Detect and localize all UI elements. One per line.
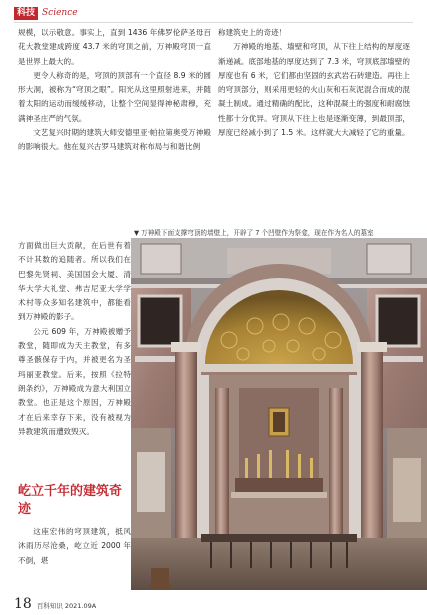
- header-rule: [14, 22, 413, 23]
- paragraph: 更令人称奇的是，穹顶的顶部有一个直径 8.9 米的圆形大洞，被称为“穹顶之眼”。阳光从这里照射进来，并随着太阳的运动而缓缓移动，让整个空间显得神秘肃穆，充满神圣庄严的气氛。: [18, 70, 211, 123]
- article-column-left-top: [18, 26, 211, 155]
- section-label: Science: [42, 8, 78, 18]
- page-footer: [14, 596, 96, 612]
- paragraph: 方面做出巨大贡献，在后世有着不计其数的追随者。所以我们在巴黎先贤祠、美国国会大厦、清华大学大礼堂、弗吉尼亚大学学术村等众多知名建筑中，都能看到万神殿的影子。: [18, 241, 131, 322]
- caption-text: 万神殿下面支撑穹顶的墙壁上，开辟了 7 个凹壁作为祭龛，现在作为名人的墓室: [141, 229, 374, 237]
- paragraph: 称建筑史上的奇迹！: [218, 28, 287, 37]
- article-column-right: [218, 26, 410, 140]
- pantheon-interior-photo: [131, 238, 427, 590]
- article-column-left-narrow: [18, 239, 131, 439]
- article-column-left-bottom: [18, 525, 131, 568]
- paragraph: 万神殿的地基、墙壁和穹顶，从下往上结构的厚度逐渐递减。底部地基的厚度达到了 7.3 米，穹顶底部墙壁的厚度也有 6 米，它们都由坚固的玄武岩石砖建造。再往上的穹顶部分，则采用更轻的火山灰和石灰泥混合而成的混凝土制成。通过精确的配比，这种混凝土的强度和耐腐蚀性都十分优异。穹顶从下往上也是逐渐变薄，到最顶部，厚度已经减小到了 1.5 米。这样就大大减轻了它的重量。: [218, 42, 410, 138]
- paragraph: 规模，以示敬意。事实上，直到 1436 年佛罗伦萨圣母百花大教堂建成跨度 43.7 米的穹顶之前，万神殿穹顶一直是世界上最大的。: [18, 28, 211, 66]
- section-subheading: 屹立千年的建筑奇迹: [18, 484, 123, 517]
- paragraph: 这座宏伟的穹顶建筑，抵风沐雨历尽沧桑，屹立近 2000 年不倒，堪: [18, 527, 131, 565]
- paragraph: 文艺复兴时期的建筑大师安德里亚·帕拉第奥受万神殿的影响很大。他在复兴古罗马建筑对称布局与和谐比例: [18, 128, 211, 152]
- magazine-issue: 百科知识 2021.09A: [36, 602, 97, 610]
- paragraph: 公元 609 年，万神殿被赠予教堂，随即成为天主教堂，有多尊圣骸保存于内，并被更名为圣玛丽亚教堂。后来，按照《拉特朗条约》，万神殿成为意大利国立教堂。也正是这个原因，万神殿才在后来幸存下来，没有被视为异教建筑而遭致毁灭。: [18, 326, 131, 436]
- page-number: 18: [14, 596, 32, 612]
- section-badge: 科技: [14, 7, 38, 20]
- section-header: [14, 6, 78, 20]
- photo-caption: [134, 228, 414, 238]
- triangle-marker-icon: ▼: [134, 229, 140, 237]
